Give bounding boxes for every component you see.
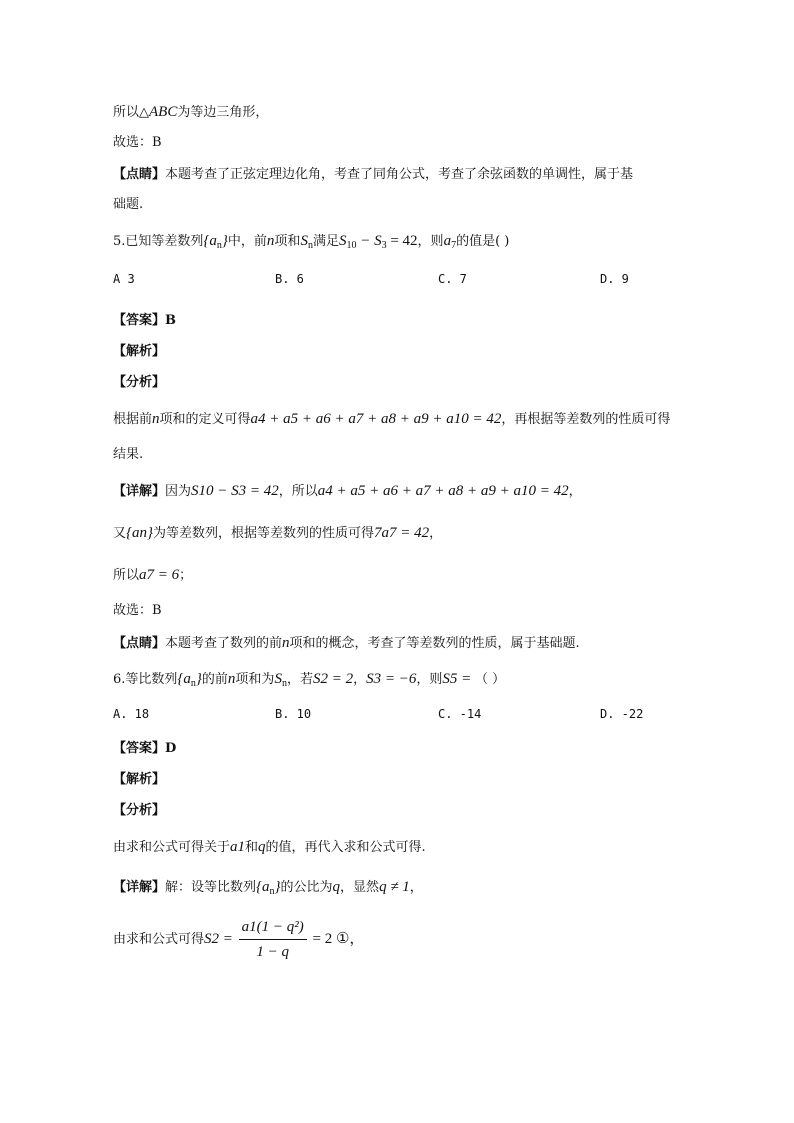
text: 为等差数列，根据等差数列的性质可得 <box>153 526 375 541</box>
math: 7a7 = 42 <box>374 525 430 541</box>
text: 项和的概念，考查了等差数列的性质，属于基础题. <box>289 636 580 651</box>
comment-5 <box>113 632 684 655</box>
text: ，显然 <box>340 880 380 895</box>
question-6 <box>113 668 684 695</box>
text: 5.已知等差数列 <box>113 234 204 249</box>
math: $a_7$ <box>443 233 457 251</box>
text: ， <box>409 880 423 895</box>
text: 项和为 <box>235 672 275 687</box>
text: 中，前 <box>227 234 267 249</box>
text: 的前 <box>201 672 228 687</box>
math: $\{a_n\}$ <box>203 233 228 251</box>
math: S3 = −6 <box>366 671 417 687</box>
text: 6.等比数列 <box>113 672 178 687</box>
text: 本题考查了数列的前 <box>165 636 283 651</box>
text: ，则 <box>416 672 443 687</box>
fenxi-6: 【分析】 <box>113 803 166 818</box>
answer-5: 【答案】B <box>113 313 176 328</box>
option-d: D. -22 <box>600 707 644 721</box>
fraction: $\frac{\text{a1(1 − q²)}}{1 - q}$ <box>239 917 307 962</box>
text: ，则 <box>417 234 444 249</box>
math: $S_n$ <box>274 671 287 689</box>
text: 的公比为 <box>280 880 333 895</box>
text: （ ） <box>474 672 506 687</box>
text: 所以△ <box>113 105 149 120</box>
line-choice-1: 故选：B <box>113 135 162 150</box>
line-comment-1 <box>113 164 684 186</box>
math: q ≠ 1 <box>379 879 410 895</box>
text: ，所以 <box>278 484 318 499</box>
detail-6 <box>113 876 684 903</box>
option-b: B. 10 <box>275 707 312 721</box>
text: 的值，再代入求和公式可得. <box>265 840 426 855</box>
math: $S_n$ <box>300 233 313 251</box>
math: S2 = <box>204 931 237 947</box>
line-triangle <box>113 101 684 124</box>
math: n <box>266 233 275 249</box>
para-6 <box>113 836 684 859</box>
text: 解：设等比数列 <box>165 880 257 895</box>
option-c: C. -14 <box>438 707 482 721</box>
tag: 【详解】 <box>113 484 166 499</box>
text: 由求和公式可得关于 <box>113 840 231 855</box>
math: q <box>258 839 266 855</box>
math: n <box>282 635 290 651</box>
text: 为等边三角形， <box>177 105 269 120</box>
math: a1 <box>230 839 246 855</box>
detail-5b <box>113 522 684 545</box>
text: 项和的定义可得 <box>159 412 251 427</box>
detail-5c <box>113 564 684 587</box>
text: 项和 <box>274 234 301 249</box>
tag: 【点睛】 <box>113 167 166 182</box>
fenxi-5: 【分析】 <box>113 375 166 390</box>
option-a: A. 18 <box>113 707 150 721</box>
math: a4 + a5 + a6 + a7 + a8 + a9 + a10 = 42 <box>317 483 569 499</box>
text: ； <box>179 568 193 583</box>
option-b: B. 6 <box>275 272 304 286</box>
line-comment-1b: 础题. <box>113 197 144 212</box>
text: = 2 ①， <box>308 931 365 947</box>
text: 和 <box>245 840 259 855</box>
answer-6: 【答案】D <box>113 741 177 756</box>
question-5 <box>113 230 684 257</box>
analysis-5: 【解析】 <box>113 344 166 359</box>
text: 根据前 <box>113 412 153 427</box>
text: 又 <box>113 526 127 541</box>
math: S5 = <box>442 671 475 687</box>
analysis-6: 【解析】 <box>113 772 166 787</box>
para-5b: 结果. <box>113 447 144 462</box>
para-5a <box>113 408 684 431</box>
option-d: D. 9 <box>600 272 629 286</box>
math: n <box>152 411 160 427</box>
math-abc: ABC <box>149 104 178 120</box>
text: ， <box>429 526 443 541</box>
option-c: C. 7 <box>438 272 467 286</box>
detail-5 <box>113 480 684 503</box>
text: 因为 <box>165 484 192 499</box>
math: $\{a_n\}$ <box>256 879 281 897</box>
math: n <box>227 671 236 687</box>
text: ，若 <box>286 672 313 687</box>
tag: 【详解】 <box>113 880 166 895</box>
math: S10 − S3 = 42 <box>191 483 279 499</box>
math: $\{a_n\}$ <box>177 671 202 689</box>
detail-6b <box>113 915 684 964</box>
choice-5: 故选：B <box>113 603 162 618</box>
text: 由求和公式可得 <box>113 932 205 947</box>
math: S2 = 2 <box>312 671 354 687</box>
math: a7 = 6 <box>139 567 180 583</box>
text: ， <box>568 484 582 499</box>
math: q <box>332 879 341 895</box>
text: ， <box>353 672 367 687</box>
text: 满足 <box>312 234 339 249</box>
text: 本题考查了正弦定理边化角，考查了同角公式，考查了余弦函数的单调性，属于基 <box>165 167 634 182</box>
text: 的值是( ) <box>456 234 510 249</box>
tag: 【点睛】 <box>113 636 166 651</box>
text: 所以 <box>113 568 140 583</box>
option-a: A 3 <box>113 272 135 286</box>
math: {an} <box>126 525 154 541</box>
math: $S_{10} - S_3 = 42$ <box>338 233 418 251</box>
text: ，再根据等差数列的性质可得 <box>501 412 671 427</box>
math: a4 + a5 + a6 + a7 + a8 + a9 + a10 = 42 <box>250 411 502 427</box>
